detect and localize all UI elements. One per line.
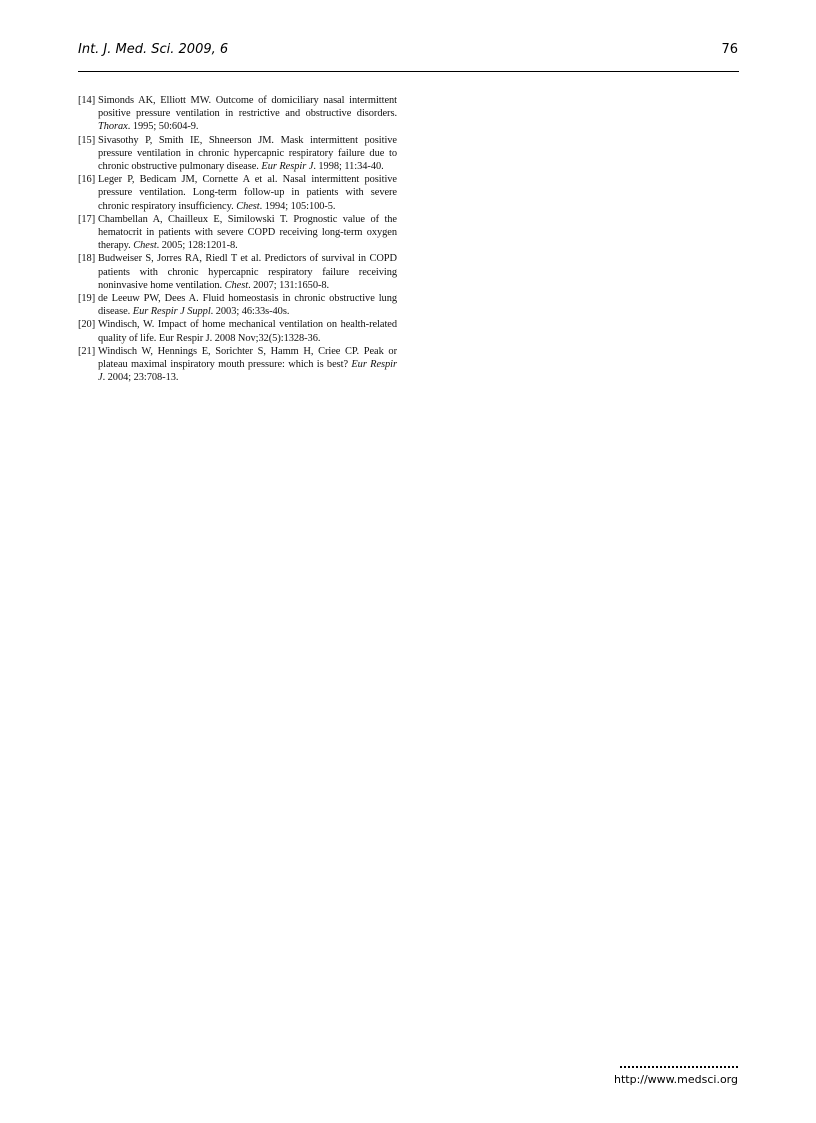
reference-number: [14] bbox=[78, 95, 96, 106]
reference-number: [20] bbox=[78, 319, 96, 331]
reference-text bbox=[98, 174, 397, 211]
reference-authors: Windisch, W. Impact of home mechanical ventilation on health-related quality of life. Eur Respir J. 2008 Nov;32(5):1328-36. bbox=[98, 319, 397, 344]
reference-number: [21] bbox=[78, 345, 96, 357]
reference-number: [18] bbox=[78, 253, 96, 265]
reference-authors: de Leeuw PW, Dees A. Fluid homeostasis in chronic obstructive lung disease. bbox=[98, 293, 397, 318]
reference-text bbox=[98, 293, 397, 317]
journal-title: Int. J. Med. Sci. 2009, 6 bbox=[78, 42, 229, 57]
footer-url: http://www.medsci.org bbox=[613, 1073, 738, 1086]
reference-item bbox=[78, 94, 397, 134]
reference-details: . 2004; 23:708-13. bbox=[102, 372, 179, 384]
page-header bbox=[78, 40, 738, 62]
page-number: 76 bbox=[721, 42, 738, 57]
reference-journal: Chest bbox=[133, 240, 157, 252]
reference-item bbox=[78, 213, 397, 253]
reference-text bbox=[98, 253, 397, 290]
reference-number: [19] bbox=[78, 293, 96, 305]
reference-item bbox=[78, 252, 397, 292]
reference-text bbox=[98, 135, 397, 172]
reference-authors: Windisch W, Hennings E, Sorichter S, Hamm H, Criee CP. Peak or plateau maximal inspiratory mouth pressure: which is best? bbox=[98, 345, 397, 371]
reference-item bbox=[78, 173, 397, 213]
reference-authors: Leger P, Bedicam JM, Cornette A et al. Nasal intermittent positive pressure ventilation. Long-term follow-up in patients with severe chronic respiratory insufficiency. bbox=[98, 174, 397, 212]
reference-item bbox=[78, 318, 397, 344]
reference-text bbox=[98, 95, 397, 132]
reference-details: . 2005; 128:1201-8. bbox=[156, 240, 238, 252]
reference-item bbox=[78, 134, 397, 174]
reference-details: . 1994; 105:100-5. bbox=[259, 200, 336, 212]
reference-journal: Eur Respir J bbox=[261, 161, 314, 173]
reference-journal: Chest bbox=[224, 279, 249, 291]
reference-details: . 2007; 131:1650-8. bbox=[248, 279, 330, 291]
reference-details: . 2003; 46:33s-40s. bbox=[210, 306, 290, 318]
reference-journal: Eur Respir J bbox=[98, 359, 397, 384]
reference-details: . 1995; 50:604-9. bbox=[127, 121, 199, 133]
reference-authors: Chambellan A, Chailleux E, Similowski T. Prognostic value of the hematocrit in patients with severe COPD receiving long-term oxygen therapy. bbox=[98, 213, 397, 252]
reference-journal: Eur Respir J Suppl bbox=[132, 306, 211, 318]
reference-number: [16] bbox=[78, 174, 96, 186]
reference-authors: Simonds AK, Elliott MW. Outcome of domiciliary nasal intermittent positive pressure ventilation in restrictive and obstructive disorders. bbox=[98, 95, 397, 120]
reference-authors: Budweiser S, Jorres RA, Riedl T et al. Predictors of survival in COPD patients with chronic hypercapnic respiratory failure receiving noninvasive home ventilation. bbox=[98, 253, 397, 291]
reference-details: . 1998; 11:34-40. bbox=[313, 161, 384, 173]
reference-number: [15] bbox=[78, 134, 96, 146]
reference-number: [17] bbox=[78, 213, 96, 225]
reference-text bbox=[98, 346, 397, 383]
header-divider bbox=[78, 71, 739, 72]
reference-journal: Thorax bbox=[98, 121, 128, 133]
reference-item bbox=[78, 292, 397, 318]
reference-item bbox=[78, 345, 397, 385]
reference-text bbox=[98, 214, 397, 251]
footer-dotted-rule bbox=[620, 1066, 738, 1068]
reference-authors: Sivasothy P, Smith IE, Shneerson JM. Mask intermittent positive pressure ventilation in chronic hypercapnic respiratory failure due to chronic obstructive pulmonary disease. bbox=[98, 134, 397, 173]
reference-list bbox=[78, 94, 397, 384]
reference-text bbox=[98, 319, 397, 343]
reference-journal: Chest bbox=[236, 200, 260, 212]
